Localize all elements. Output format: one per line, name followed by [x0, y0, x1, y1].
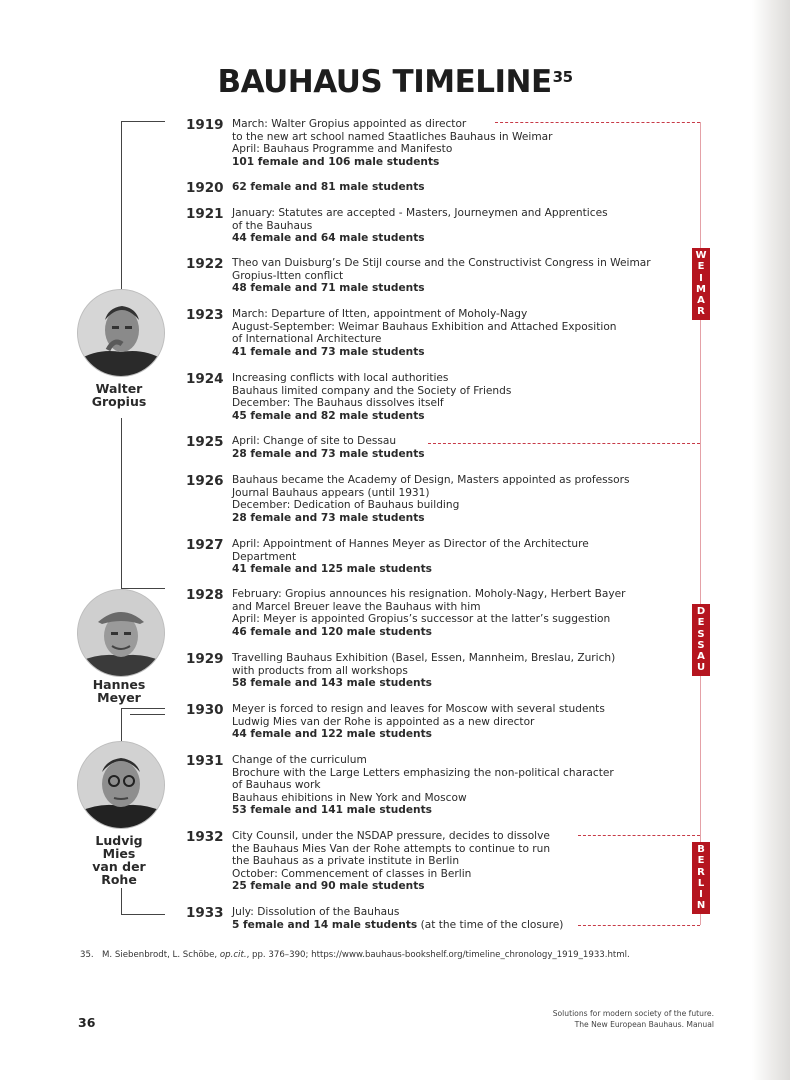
entry-line: January: Statutes are accepted - Masters, Journeymen and Apprentices: [232, 207, 608, 219]
timeline-tick-1919: [121, 121, 165, 122]
entry-line: to the new art school named Staatliches Bauhaus in Weimar: [232, 130, 553, 143]
entry-students: 58 female and 143 male students: [232, 677, 432, 690]
footnote: [80, 950, 630, 960]
mies-name-line2: Mies: [102, 846, 136, 861]
entry-line: Bauhaus limited company and the Society of Friends: [232, 384, 512, 397]
entry-students: 25 female and 90 male students: [232, 880, 425, 893]
gropius-name-line2: Gropius: [91, 394, 147, 409]
entry-line: March: Walter Gropius appointed as director: [232, 118, 467, 130]
period-dessau-label: [692, 604, 710, 676]
entry-text: [232, 181, 702, 194]
period-letter: B: [697, 844, 705, 855]
entry-year: 1931: [186, 753, 224, 769]
entry-year: 1922: [186, 256, 224, 272]
entry-line: and Marcel Breuer leave the Bauhaus with him: [232, 600, 481, 613]
entry-line: December: Dedication of Bauhaus building: [232, 499, 460, 512]
entry-students: 62 female and 81 male students: [232, 181, 425, 193]
entry-line: April: Change of site to Dessau: [232, 435, 397, 447]
entry-text: [232, 118, 702, 168]
running-footer: [553, 1008, 714, 1030]
mies-name-line4: Rohe: [101, 872, 137, 887]
page-number: 36: [78, 1015, 96, 1030]
period-letter: A: [697, 651, 705, 663]
period-letter: U: [696, 662, 706, 674]
entry-students: 28 female and 73 male students: [232, 447, 425, 460]
entry-year: 1927: [186, 537, 224, 553]
entry-year: 1920: [186, 180, 224, 196]
entry-text: [232, 474, 702, 524]
entry-students: 48 female and 71 male students: [232, 282, 425, 295]
entry-students: 44 female and 64 male students: [232, 232, 425, 245]
footnote-authors: M. Siebenbrodt, L. Schöbe,: [102, 950, 220, 960]
entry-year: 1932: [186, 829, 224, 845]
mies-name-line1: Ludvig: [95, 833, 143, 848]
period-letter: N: [696, 900, 706, 912]
entry-line: Theo van Duisburg’s De Stijl course and the Constructivist Congress in Weimar: [232, 257, 651, 269]
period-letter: S: [697, 639, 705, 651]
entry-year: 1923: [186, 307, 224, 323]
entry-year: 1928: [186, 587, 224, 603]
entry-text: [232, 588, 702, 638]
gropius-name: [69, 382, 169, 408]
entry-students: 28 female and 73 male students: [232, 511, 425, 524]
entry-line: December: The Bauhaus dissolves itself: [232, 397, 444, 410]
entry-students: 41 female and 125 male students: [232, 563, 432, 576]
meyer-name-line2: Meyer: [97, 690, 141, 705]
footer-line1: Solutions for modern society of the future.: [552, 1009, 714, 1018]
period-letter: S: [697, 628, 705, 640]
period-letter: A: [697, 295, 705, 307]
entry-year: 1924: [186, 371, 224, 387]
entry-year: 1921: [186, 206, 224, 222]
entry-students: 45 female and 82 male students: [232, 409, 425, 422]
entry-year: 1929: [186, 651, 224, 667]
period-letter: I: [699, 272, 703, 284]
entry-line: the Bauhaus as a private institute in Berlin: [232, 855, 460, 868]
page-title: [0, 64, 790, 100]
period-letter: M: [696, 283, 706, 295]
timeline-tick-1930b: [130, 714, 165, 715]
entry-text: [232, 207, 702, 245]
meyer-portrait: [77, 589, 165, 677]
berlin-start-guide: [578, 835, 700, 836]
period-letter: R: [697, 866, 705, 878]
entry-line: Brochure with the Large Letters emphasizing the non-political character: [232, 766, 614, 779]
entry-line: Department: [232, 550, 297, 563]
entry-text: [232, 257, 702, 295]
timeline-connector-1: [121, 121, 122, 289]
meyer-name-line1: Hannes: [92, 677, 146, 692]
timeline-connector-3: [121, 708, 122, 742]
entry-line: October: Commencement of classes in Berlin: [232, 867, 472, 880]
page-edge-shadow: [752, 0, 790, 1080]
entry-line: March: Departure of Itten, appointment of Moholy-Nagy: [232, 308, 528, 320]
period-letter: E: [697, 617, 705, 629]
entry-line: Increasing conflicts with local authorities: [232, 372, 449, 384]
entry-line: August-September: Weimar Bauhaus Exhibition and Attached Exposition: [232, 320, 617, 333]
weimar-start-guide: [495, 122, 700, 123]
entry-students: 101 female and 106 male students: [232, 155, 440, 168]
entry-students: 46 female and 120 male students: [232, 625, 432, 638]
entry-text: [232, 652, 702, 690]
berlin-end-guide: [578, 925, 700, 926]
entry-students: 5 female and 14 male students: [232, 918, 418, 931]
entry-line: of the Bauhaus: [232, 219, 313, 232]
entry-line: February: Gropius announces his resignation. Moholy-Nagy, Herbert Bayer: [232, 588, 626, 600]
entry-line: July: Dissolution of the Bauhaus: [232, 906, 400, 918]
entry-year: 1933: [186, 905, 224, 921]
footnote-rest: , pp. 376–390; https://www.bauhaus-bookshelf.org/timeline_chronology_1919_1933.html.: [246, 950, 630, 960]
entry-students: 53 female and 141 male students: [232, 804, 432, 817]
entry-text: [232, 754, 702, 817]
entry-year: 1930: [186, 702, 224, 718]
dessau-start-guide: [428, 443, 700, 444]
entry-line: of Bauhaus work: [232, 779, 321, 792]
footnote-italic: op.cit.: [219, 950, 247, 960]
timeline-connector-2: [121, 418, 122, 588]
entry-line: the Bauhaus Mies Van der Rohe attempts to continue to run: [232, 842, 551, 855]
period-letter: E: [697, 855, 705, 867]
period-letter: L: [697, 877, 705, 889]
entry-line: Travelling Bauhaus Exhibition (Basel, Essen, Mannheim, Breslau, Zurich): [232, 652, 616, 664]
entry-line: April: Bauhaus Programme and Manifesto: [232, 143, 453, 156]
title-text: BAUHAUS TIMELINE: [217, 64, 552, 100]
period-letter: R: [697, 306, 705, 318]
entry-line: Journal Bauhaus appears (until 1931): [232, 486, 430, 499]
entry-line: April: Appointment of Hannes Meyer as Director of the Architecture: [232, 538, 589, 550]
entry-year: 1919: [186, 117, 224, 133]
entry-line: Change of the curriculum: [232, 754, 367, 766]
period-letter: W: [695, 250, 707, 261]
entry-students: 44 female and 122 male students: [232, 728, 432, 741]
timeline-tick-1933: [121, 914, 165, 915]
entry-line: Bauhaus ehibitions in New York and Moscow: [232, 791, 467, 804]
entry-line: Gropius-Itten conflict: [232, 269, 344, 282]
meyer-name: [69, 678, 169, 704]
entry-line: with products from all workshops: [232, 664, 408, 677]
entry-line: of International Architecture: [232, 333, 382, 346]
entry-text: [232, 538, 702, 576]
entry-line: Meyer is forced to resign and leaves for Moscow with several students: [232, 703, 605, 715]
timeline-tick-1930a: [121, 708, 165, 709]
entry-text: [232, 372, 702, 422]
entry-line: Ludwig Mies van der Rohe is appointed as a new director: [232, 715, 535, 728]
entry-text: [232, 703, 702, 741]
period-letter: D: [696, 606, 706, 617]
entry-text: [232, 830, 702, 893]
entry-line: Bauhaus became the Academy of Design, Masters appointed as professors: [232, 474, 630, 486]
entry-text: [232, 308, 702, 358]
mies-name: [69, 834, 169, 886]
footnote-number: 35.: [80, 950, 94, 960]
title-footnote-ref: 35: [552, 68, 573, 86]
entry-year: 1925: [186, 434, 224, 450]
entry-text: [232, 435, 702, 460]
entry-year: 1926: [186, 473, 224, 489]
gropius-portrait: [77, 289, 165, 377]
entry-text: [232, 906, 702, 931]
entry-students: 41 female and 73 male students: [232, 345, 425, 358]
period-weimar-label: [692, 248, 710, 320]
timeline-connector-4: [121, 888, 122, 914]
entry-line: City Counsil, under the NSDAP pressure, decides to dissolve: [232, 830, 550, 842]
entry-tail: (at the time of the closure): [417, 918, 564, 931]
mies-name-line3: van der: [92, 859, 146, 874]
period-letter: E: [697, 261, 705, 273]
footer-line2: The New European Bauhaus. Manual: [574, 1020, 714, 1029]
mies-portrait: [77, 741, 165, 829]
period-letter: I: [699, 889, 703, 901]
entry-line: April: Meyer is appointed Gropius’s successor at the latter’s suggestion: [232, 613, 611, 626]
gropius-name-line1: Walter: [95, 381, 143, 396]
period-berlin-label: [692, 842, 710, 914]
